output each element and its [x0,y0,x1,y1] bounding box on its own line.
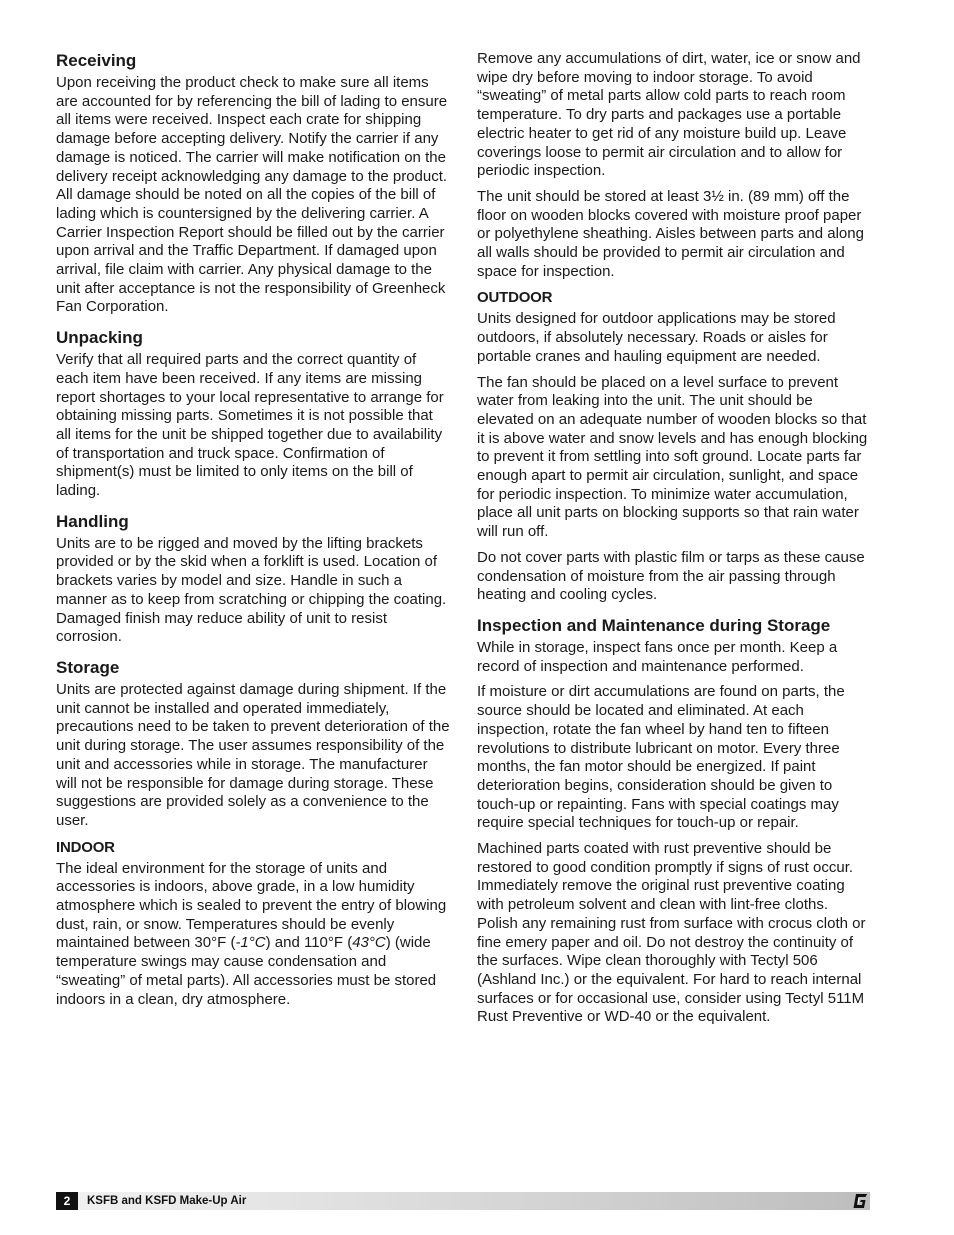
page-footer [56,1192,870,1210]
left-column [56,50,451,1016]
handling-heading: Handling [56,511,129,531]
receiving-heading: Receiving [56,51,137,70]
outdoor-paragraph-1: Units designed for outdoor applications may be stored outdoors, if absolutely necessary. Roads or aisles for portable cranes and hauling equipment are needed. [477,310,836,365]
indoor-celsius-high: 43°C [352,934,386,952]
greenheck-g-logo-icon [852,1193,868,1209]
receiving-paragraph: Upon receiving the product check to make sure all items are accounted for by referencing the bill of lading to ensure all items were received. Inspect each crate for shipping damage before accepting delivery. Notify the carrier if any damage is noticed. The carrier will make notification on the delivery receipt acknowledging any damage to the product. All damage should be noted on all the copies of the bill of lading which is countersigned by the delivering carrier. A Carrier Inspection Report should be filled out by the carrier upon arrival and the Traffic Department. If damaged upon arrival, file claim with carrier. Any physical damage to the unit after acceptance is not the responsibility of Greenheck Fan Corporation. [56,74,448,316]
unpacking-paragraph: Verify that all required parts and the correct quantity of each item have been received. If any items are missing report shortages to your local representative to arrange for obtaining missing parts. Sometimes it is not possible that all items for the unit be shipped together due to availability of transportation and truck space. Confirmation of shipment(s) must be limited to only items on the bill of lading. [56,351,444,500]
inspection-paragraph-3: Machined parts coated with rust preventive should be restored to good condition promptly if signs of rust occur. Immediately remove the original rust preventive coating with petroleum solvent and clean with lint-free cloths. Polish any remaining rust from surface with crocus cloth or fine emery paper and oil. Do not destroy the continuity of the surfaces. Wipe clean thoroughly with Tectyl 506 (Ashland Inc.) or the equivalent. For hard to reach internal surfaces or for occasional use, consider using Tectyl 511M Rust Preventive or WD-40 or the equivalent. [477,840,866,1026]
indoor-celsius-low: -1°C [235,934,266,952]
storage-heading: Storage [56,657,120,677]
inspection-paragraph-2: If moisture or dirt accumulations are found on parts, the source should be located and eliminated. At each inspection, rotate the fan wheel by hand ten to fifteen revolutions to distribute lubricant on motor. Every three months, the fan motor should be energized. If paint deterioration begins, consideration should be given to touch-up or repainting. Fans with special coatings may require special techniques for touch-up or repair. [477,683,845,832]
outdoor-paragraph-2: The fan should be placed on a level surface to prevent water from leaking into the unit. The unit should be elevated on an adequate number of wooden blocks so that it is above water and snow levels and has enough blocking to prevent it from settling into soft ground. Locate parts far enough apart to permit air circulation, sunlight, and space for periodic inspection. To minimize water accumulation, place all unit parts on blocking supports so that rain water will run off. [477,373,868,541]
indoor-continued-paragraph-2: The unit should be stored at least 3½ in. (89 mm) off the floor on wooden blocks covered with moisture proof paper or polyethylene sheathing. Aisles between parts and along all walls should be provided to permit air circulation and space for inspection. [477,187,864,280]
page-number: 2 [56,1192,78,1210]
outdoor-paragraph-3: Do not cover parts with plastic film or tarps as these cause condensation of moisture from the air passing through heating and cooling cycles. [477,548,865,604]
unpacking-heading: Unpacking [56,328,143,348]
handling-paragraph: Units are to be rigged and moved by the lifting brackets provided or by the skid when a forklift is used. Location of brackets varies by model and size. Handle in such a manner as to keep from scratching or chipping the coating. Damaged finish may reduce ability of unit to resist corrosion. [56,534,447,646]
outdoor-heading: OUTDOOR [477,289,553,307]
indoor-text-1: The ideal environment for the storage of units and accessories is indoors, above grade, in a low humidity atmosphere which is sealed to prevent the entry of blowing dust, rain, or snow. Temperatures should be evenly maintained between 30°F ( [56,859,447,952]
indoor-heading: INDOOR [56,838,115,856]
inspection-paragraph-1: While in storage, inspect fans once per month. Keep a record of inspection and maintenance performed. [477,638,838,675]
footer-title: KSFB and KSFD Make-Up Air [87,1195,247,1207]
storage-paragraph: Units are protected against damage during shipment. If the unit cannot be installed and operated immediately, precautions need to be taken to prevent deterioration of the unit during storage. The user assumes responsibility of the unit and accessories while in storage. The manufacturer will not be responsible for damage during storage. These suggestions are provided solely as a convenience to the user. [56,680,450,829]
indoor-continued-paragraph-1: Remove any accumulations of dirt, water, ice or snow and wipe dry before moving to indoor storage. To avoid “sweating” of metal parts allow cold parts to reach room temperature. To dry parts and packages use a portable electric heater to get rid of any moisture build up. Leave coverings loose to permit air circulation and to allow for periodic inspection. [477,50,861,180]
indoor-paragraph [56,860,451,1010]
inspection-heading: Inspection and Maintenance during Storage [477,615,831,635]
right-column [477,50,872,1034]
indoor-text-2: ) and 110°F ( [265,934,353,952]
indoor-text-3: ) (wide temperature swings may cause condensation and “sweating” of metal parts). All accessories must be stored indoors in a clean, dry atmosphere. [56,934,437,1008]
